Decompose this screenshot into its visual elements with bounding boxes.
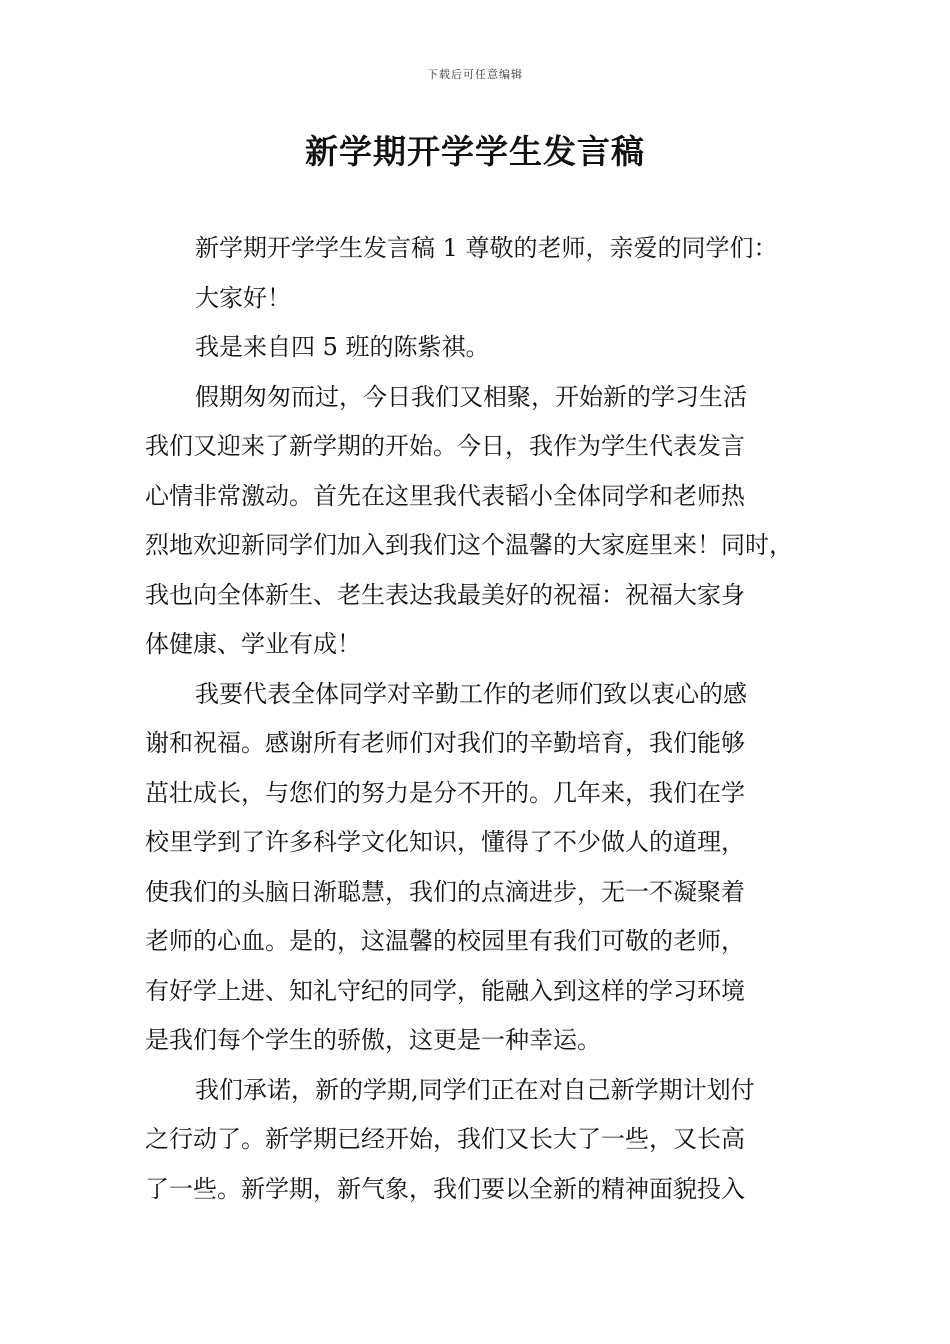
- text-line: 是我们每个学生的骄傲，这更是一种幸运。: [145, 1026, 601, 1054]
- text-line: 体健康、学业有成！: [145, 630, 361, 658]
- text-line: 我们承诺，新的学期,同学们正在对自己新学期计划付: [195, 1075, 755, 1104]
- document-title: 新学期开学学生发言稿: [305, 132, 645, 171]
- text-line: 我要代表全体同学对辛勤工作的老师们致以衷心的感: [195, 679, 747, 708]
- document-body: [145, 224, 815, 1214]
- paragraph-6: [145, 1066, 815, 1215]
- text-line: 我们又迎来了新学期的开始。今日，我作为学生代表发言: [145, 432, 745, 460]
- header-note: 下载后可任意编辑: [427, 68, 523, 81]
- text-line: 使我们的头脑日渐聪慧，我们的点滴进步，无一不凝聚着: [145, 877, 745, 906]
- paragraph-4: [145, 373, 815, 670]
- paragraph-1: [145, 224, 815, 274]
- text-line: 心情非常激动。首先在这里我代表韬小全体同学和老师热: [145, 481, 745, 510]
- text-line: 老师的心血。是的，这温馨的校园里有我们可敬的老师，: [145, 927, 745, 955]
- text-line: 大家好！: [195, 283, 291, 312]
- text-line: 谢和祝福。感谢所有老师们对我们的辛勤培育，我们能够: [145, 729, 745, 757]
- text-line: 之行动了。新学期已经开始，我们又长大了一些，又长高: [145, 1125, 745, 1153]
- paragraph-5: [145, 670, 815, 1066]
- text-line: 有好学上进、知礼守纪的同学，能融入到这样的学习环境: [145, 976, 745, 1005]
- text-line: 我是来自四 5 班的陈紫祺。: [195, 333, 490, 361]
- paragraph-3: [145, 323, 815, 373]
- text-line: 我也向全体新生、老生表达我最美好的祝福：祝福大家身: [145, 580, 745, 609]
- text-line: 校里学到了许多科学文化知识，懂得了不少做人的道理，: [145, 828, 745, 856]
- text-line: 假期匆匆而过，今日我们又相聚，开始新的学习生活: [195, 382, 747, 411]
- text-line: 烈地欢迎新同学们加入到我们这个温馨的大家庭里来！同时，: [145, 531, 793, 559]
- text-line: 新学期开学学生发言稿 1 尊敬的老师，亲爱的同学们：: [195, 234, 778, 262]
- text-line: 茁壮成长，与您们的努力是分不开的。几年来，我们在学: [145, 778, 745, 807]
- text-line: 了一些。新学期，新气象，我们要以全新的精神面貌投入: [145, 1174, 745, 1203]
- paragraph-2: [145, 274, 815, 324]
